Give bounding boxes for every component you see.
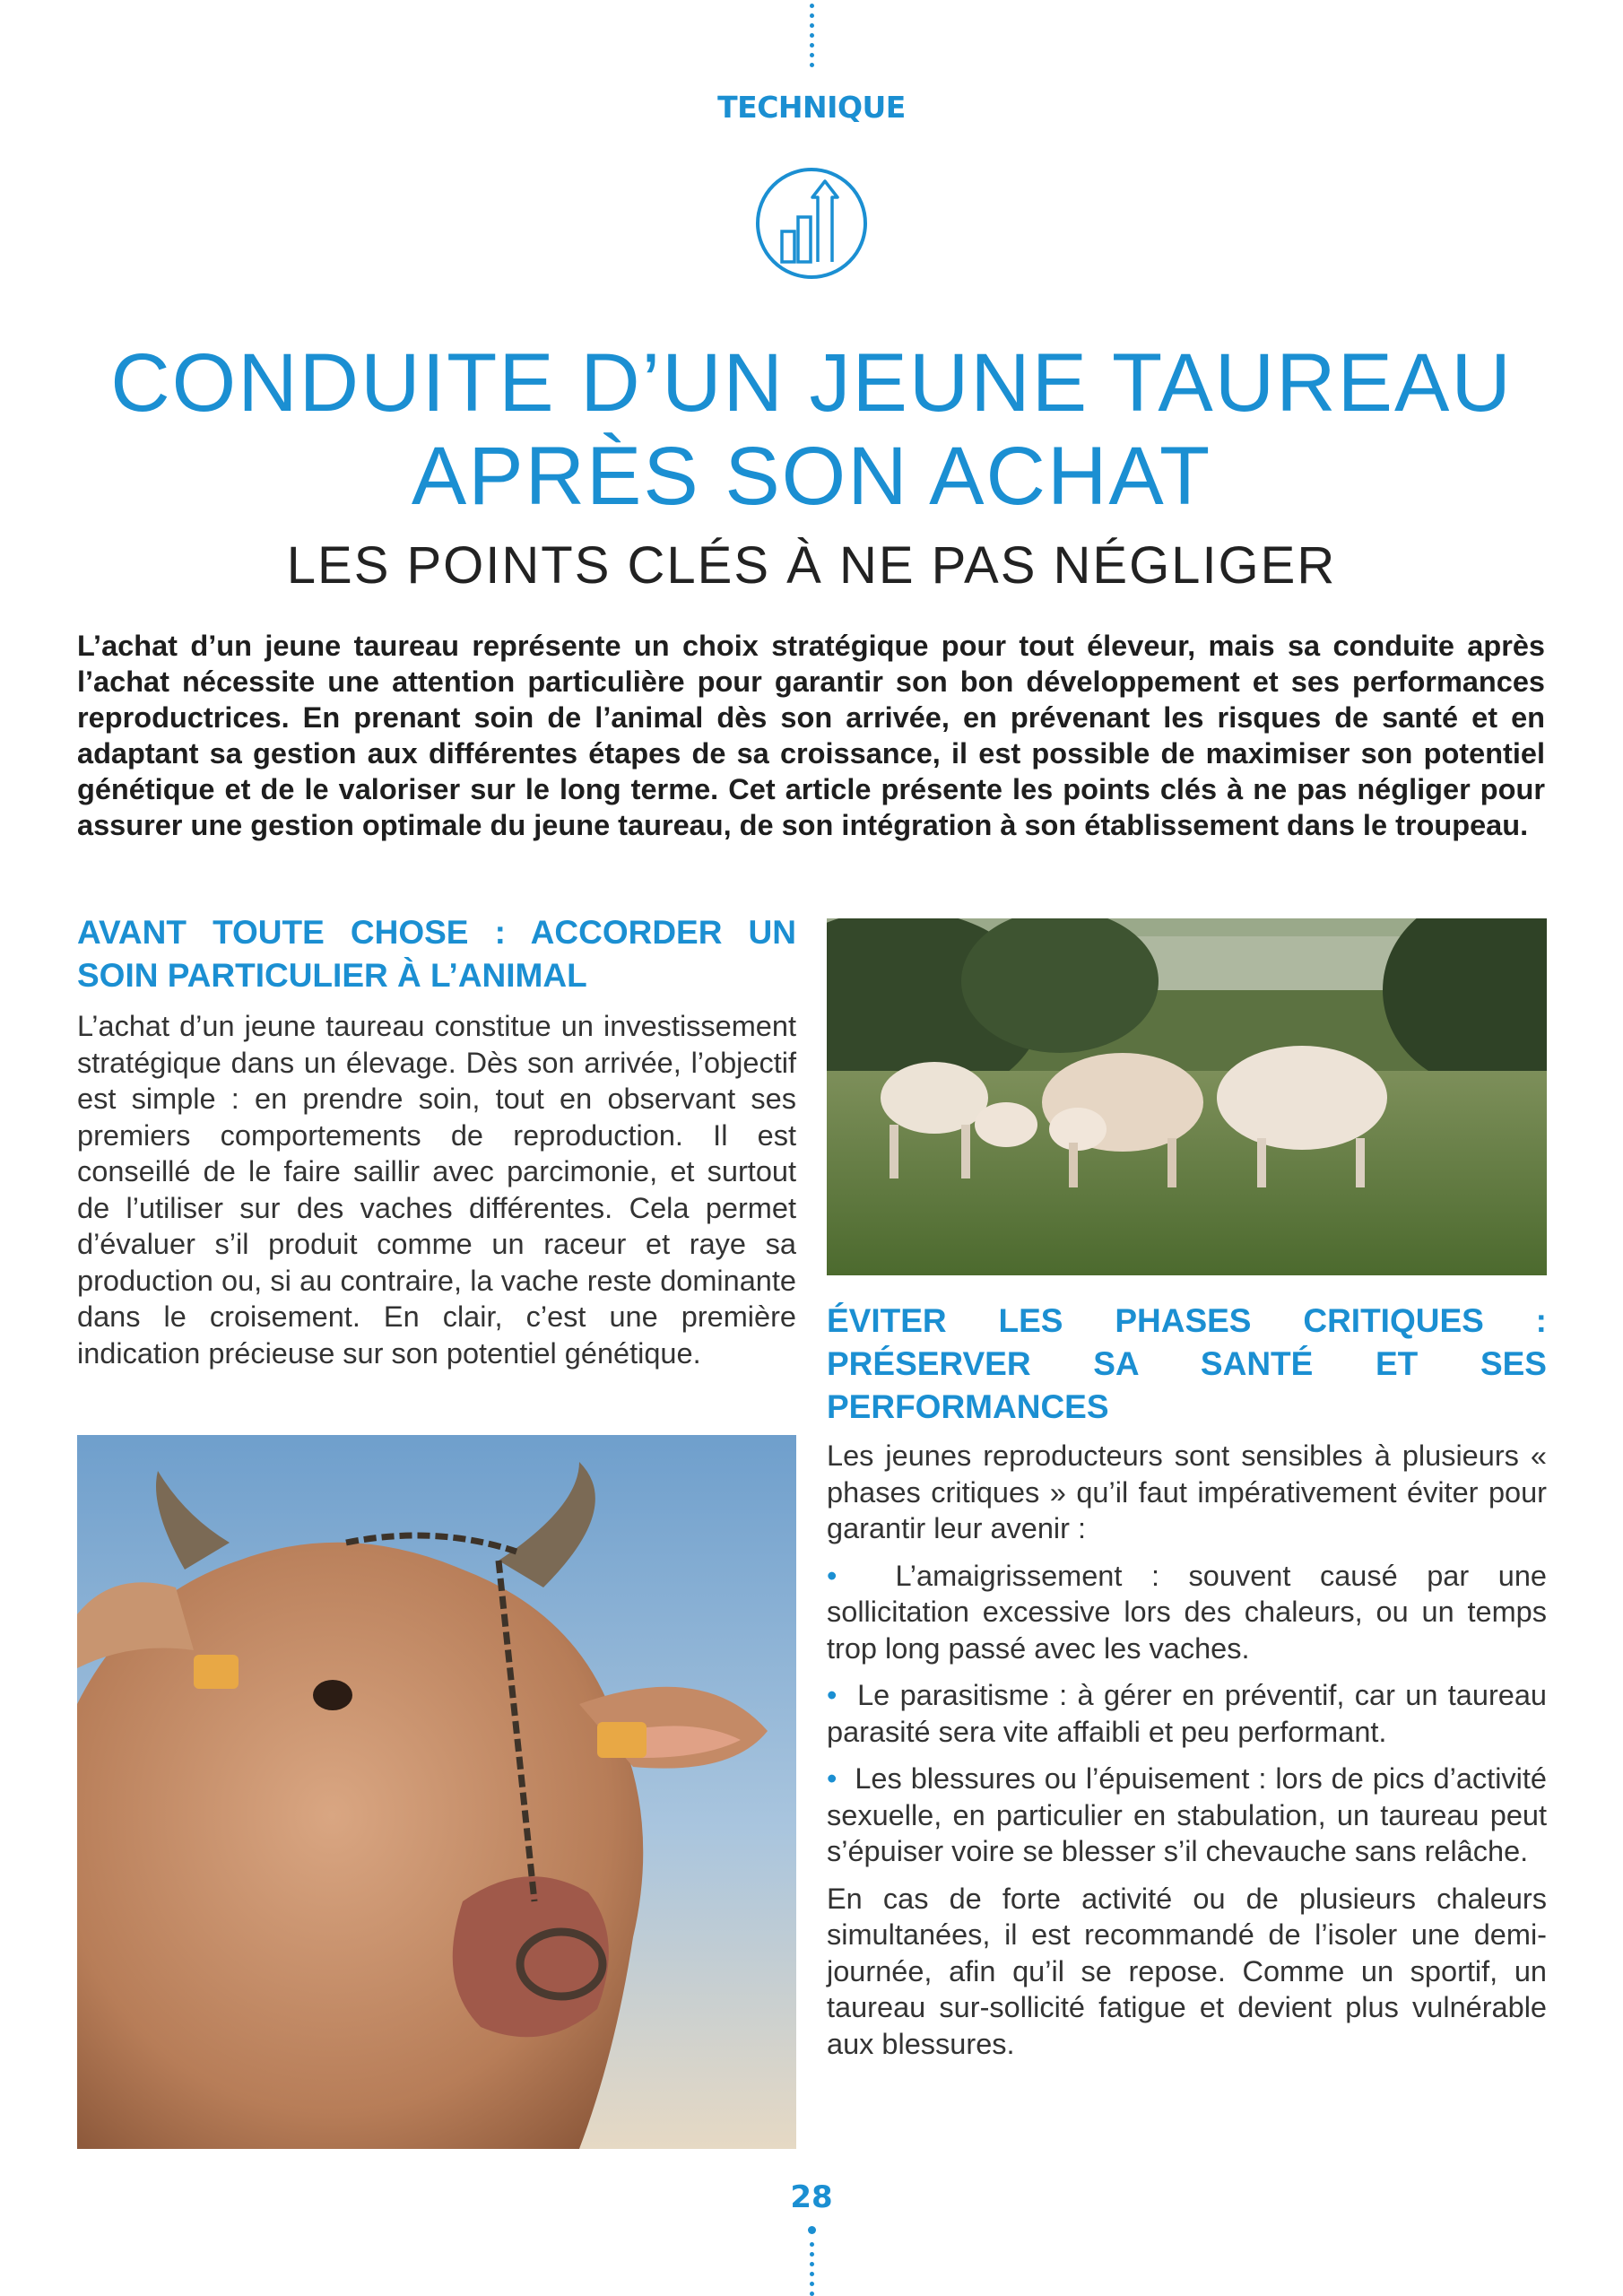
section-1-heading: AVANT TOUTE CHOSE : ACCORDER UN SOIN PARTICULIER À L’ANIMAL bbox=[77, 914, 796, 994]
article-title-line-1: CONDUITE D’UN JEUNE TAUREAU bbox=[110, 337, 1513, 429]
section-2-intro: Les jeunes reproducteurs sont sensibles à plusieurs « phases critiques » qu’il faut impérativement éviter pour garantir leur avenir : bbox=[827, 1439, 1547, 1544]
bullet-mark: • bbox=[827, 1559, 838, 1592]
herd-pasture-photo bbox=[827, 918, 1547, 1275]
bullet-item bbox=[827, 1677, 1547, 1750]
section-2-heading: ÉVITER LES PHASES CRITIQUES : PRÉSERVER SA SANTÉ ET SES PERFORMANCES bbox=[827, 1302, 1547, 1425]
article-intro: L’achat d’un jeune taureau représente un choix stratégique pour tout éleveur, mais sa conduite après l’achat nécessite une attention particulière pour garantir son bon développement et ses performances reproductrices. En prenant soin de l’animal dès son arrivée, en prévenant les risques de santé et en adaptant sa gestion aux différentes étapes de sa croissance, il est possible de maximiser son potentiel génétique et de le valoriser sur le long terme. Cet article présente les points clés à ne pas négliger pour assurer une gestion optimale du jeune taureau, de son intégration à son établissement dans le troupeau. bbox=[77, 630, 1545, 841]
bullet-item bbox=[827, 1558, 1547, 1667]
section-rubric: TECHNIQUE bbox=[717, 90, 906, 125]
bull-portrait-photo bbox=[77, 1435, 796, 2149]
bullet-mark: • bbox=[827, 1762, 838, 1795]
bullet-item bbox=[827, 1761, 1547, 1870]
bull-portrait-illustration bbox=[77, 1435, 796, 2149]
bullet-list bbox=[827, 1558, 1547, 1870]
section-2-outro: En cas de forte activité ou de plusieurs chaleurs simultanées, il est recommandé de l’isoler une demi-journée, afin qu’il se repose. Comme un sportif, un taureau sur-sollicité fatigue et devient plus vulnérable aux blessures. bbox=[827, 1882, 1547, 2060]
section-1-text: L’achat d’un jeune taureau constitue un investissement stratégique dans un élevage. Dès son arrivée, l’objectif est simple : en prendre soin, tout en observant ses premiers comportements de reproduction. Il est conseillé de le faire saillir avec parcimonie, et surtout de l’utiliser sur des vaches différentes. Cela permet d’évaluer s’il produit comme un raceur et raye sa production ou, si au contraire, la vache reste dominante dans le croisement. En clair, c’est une première indication précieuse sur son potentiel génétique. bbox=[77, 1010, 796, 1370]
bullet-mark: • bbox=[827, 1679, 838, 1711]
bar-chart-growth-icon bbox=[753, 165, 870, 282]
bullet-text: Les blessures ou l’épuisement : lors de pics d’activité sexuelle, en particulier en stabulation, un taureau peut s’épuiser voire se blesser s’il chevauche sans relâche. bbox=[827, 1762, 1547, 1867]
left-column-text bbox=[77, 911, 796, 1371]
page-number: 28 bbox=[790, 2179, 833, 2215]
bullet-text: Le parasitisme : à gérer en préventif, car un taureau parasité sera vite affaibli et peu performant. bbox=[827, 1679, 1547, 1748]
top-dotted-line bbox=[810, 0, 814, 76]
herd-pasture-illustration bbox=[827, 918, 1547, 1275]
article-title bbox=[54, 336, 1569, 523]
bottom-dotted-line bbox=[810, 2226, 814, 2296]
bullet-text: L’amaigrissement : souvent causé par une sollicitation excessive lors des chaleurs, ou un temps trop long passé avec les vaches. bbox=[827, 1559, 1547, 1665]
article-subtitle: LES POINTS CLÉS À NE PAS NÉGLIGER bbox=[286, 536, 1337, 595]
article-title-line-2: APRÈS SON ACHAT bbox=[411, 430, 1212, 522]
right-column-text bbox=[827, 1300, 1547, 2062]
